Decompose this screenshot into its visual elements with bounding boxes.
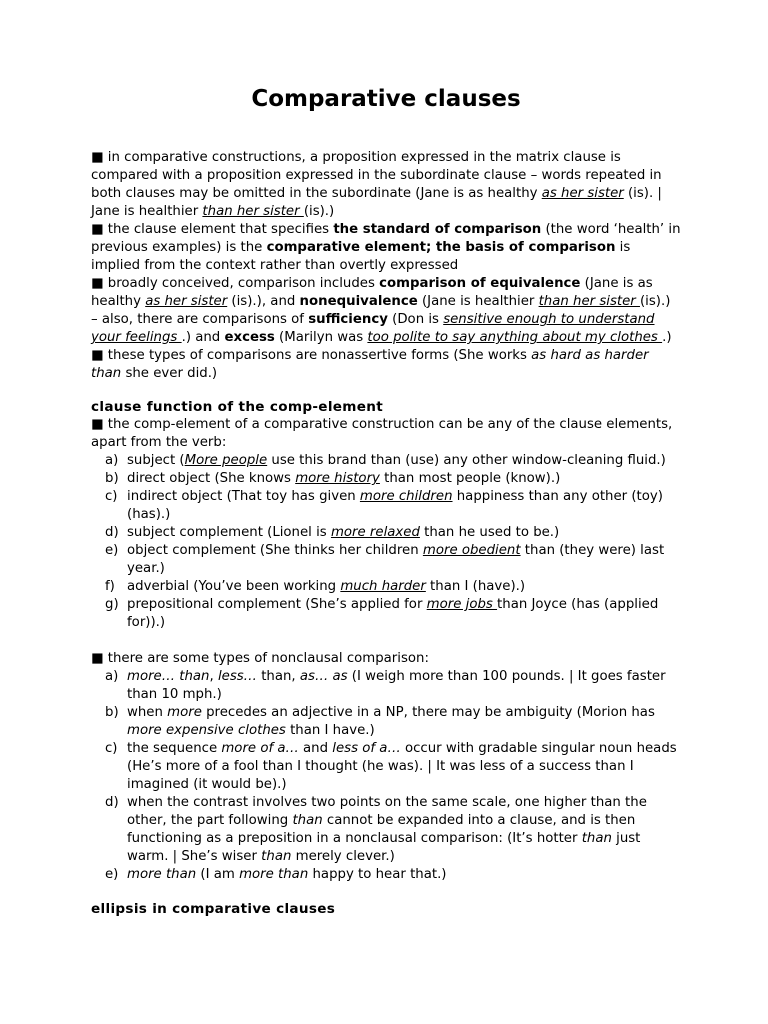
example-italic: than	[581, 831, 612, 846]
list-marker: a)	[105, 669, 119, 684]
list-marker: b)	[105, 471, 119, 486]
list-marker: b)	[105, 705, 119, 720]
text: .) and	[181, 330, 225, 345]
text: happiness than any other (toy) (has).)	[127, 489, 663, 522]
text: ■ broadly conceived, comparison includes	[91, 276, 380, 291]
example-italic: than	[292, 813, 323, 828]
list-marker: g)	[105, 597, 119, 612]
paragraph-comp-element: ■ the comp-element of a comparative construction can be any of the clause elements, apart from the verb:	[91, 417, 673, 450]
list-item	[91, 596, 681, 632]
list-item	[91, 524, 681, 542]
list-item	[91, 704, 681, 740]
document-body	[91, 149, 681, 918]
text: than (they were) last year.)	[127, 543, 665, 576]
list-marker: d)	[105, 525, 119, 540]
example-underlined: more obedient	[422, 543, 521, 558]
text: prepositional complement (She’s applied for	[127, 597, 427, 612]
text: occur with gradable singular noun heads (He’s more of a fool than I thought (he was). | It was less of a success than I imagined (it would be).)	[127, 741, 677, 792]
text: (I weigh more than 100 pounds. | It goes faster than 10 mph.)	[127, 669, 666, 702]
paragraph-nonclausal: ■ there are some types of nonclausal comparison:	[91, 651, 429, 666]
text: and	[298, 741, 333, 756]
text: precedes an adjective in a NP, there may be ambiguity (Morion has	[201, 705, 655, 720]
list-marker: a)	[105, 453, 119, 468]
list-marker: c)	[105, 741, 118, 756]
text: .)	[662, 330, 672, 345]
list-item	[91, 470, 681, 488]
example-italic: less…	[217, 669, 257, 684]
text: than I have.)	[285, 723, 375, 738]
text: (is).)	[303, 204, 335, 219]
text: she ever did.)	[121, 366, 218, 381]
text: than he used to be.)	[419, 525, 560, 540]
list-item	[91, 542, 681, 578]
text: (the word ‘health’ in previous examples) is the	[91, 222, 681, 255]
example-italic: more… than	[127, 669, 210, 684]
spacer	[91, 632, 681, 650]
text: happy to hear that.)	[308, 867, 447, 882]
example-underlined: too polite to say anything about my clothes	[367, 330, 663, 345]
list-marker: e)	[105, 867, 119, 882]
text: is implied from the context rather than overtly expressed	[91, 240, 631, 273]
example-italic: more	[167, 705, 202, 720]
text: object complement (She thinks her children	[127, 543, 423, 558]
text: than Joyce (has (applied for)).)	[127, 597, 659, 630]
paragraph-broadly-conceived	[91, 275, 681, 347]
text: the sequence	[127, 741, 222, 756]
list-marker: e)	[105, 543, 119, 558]
list-item	[91, 488, 681, 524]
term-bold: the standard of comparison	[333, 222, 542, 237]
example-underlined: more children	[359, 489, 453, 504]
text: than,	[256, 669, 300, 684]
example-underlined: as her sister	[145, 294, 228, 309]
list-marker: c)	[105, 489, 118, 504]
page-title: Comparative clauses	[251, 86, 521, 112]
text: just warm. | She’s wiser	[127, 831, 641, 864]
example-underlined: more jobs	[426, 597, 498, 612]
paragraph-nonassertive	[91, 347, 681, 383]
list-item	[91, 578, 681, 596]
text: ■ these types of comparisons are nonassertive forms (She works	[91, 348, 532, 363]
text: direct object (She knows	[127, 471, 296, 486]
term-bold: nonequivalence	[299, 294, 418, 309]
list-nonclausal-types	[91, 668, 681, 884]
text: merely clever.)	[291, 849, 395, 864]
text: (Jane is healthier	[417, 294, 539, 309]
text: adverbial (You’ve been working	[127, 579, 341, 594]
text: than I (have).)	[425, 579, 526, 594]
example-underlined: More people	[184, 453, 268, 468]
term-bold: comparative element; the basis of comparison	[266, 240, 616, 255]
text: use this brand than (use) any other window-cleaning fluid.)	[267, 453, 666, 468]
section-heading-clause-function: clause function of the comp-element	[91, 399, 384, 415]
text: indirect object (That toy has given	[127, 489, 360, 504]
text: (is). | Jane is healthier	[91, 186, 662, 219]
example-italic: more expensive clothes	[127, 723, 286, 738]
text: ■ in comparative constructions, a proposition expressed in the matrix clause is compared with a proposition expressed in the subordinate clause – words repeated in both clauses may be omitted in the subordinate (Jane is as healthy	[91, 150, 662, 201]
list-item	[91, 452, 681, 470]
term-bold: sufficiency	[308, 312, 388, 327]
list-clause-elements	[91, 452, 681, 632]
text: cannot be expanded into a clause, and is then functioning as a preposition in a nonclausal comparison: (It’s hotter	[127, 813, 636, 846]
example-italic: as hard as harder than	[91, 348, 649, 381]
text: (Marilyn was	[274, 330, 368, 345]
example-italic: more than	[239, 867, 309, 882]
text: (is).), and	[227, 294, 300, 309]
list-item	[91, 866, 681, 884]
text: subject (	[127, 453, 185, 468]
example-underlined: more relaxed	[330, 525, 420, 540]
list-marker: f)	[105, 579, 115, 594]
text: subject complement (Lionel is	[127, 525, 331, 540]
text: ■ the clause element that specifies	[91, 222, 334, 237]
paragraph-comparative-constructions	[91, 149, 681, 221]
section-heading-ellipsis: ellipsis in comparative clauses	[91, 901, 336, 917]
text: than most people (know).)	[379, 471, 561, 486]
example-italic: less of a…	[332, 741, 401, 756]
list-item	[91, 668, 681, 704]
example-underlined: than her sister	[538, 294, 640, 309]
example-underlined: more history	[295, 471, 380, 486]
paragraph-clause-element	[91, 221, 681, 275]
list-marker: d)	[105, 795, 119, 810]
example-italic: as… as	[299, 669, 348, 684]
text: when the contrast involves two points on the same scale, one higher than the other, the part following	[127, 795, 647, 828]
list-item	[91, 740, 681, 794]
example-italic: than	[261, 849, 292, 864]
list-item	[91, 794, 681, 866]
text: when	[127, 705, 168, 720]
example-underlined: sensitive enough to understand your feelings	[91, 312, 655, 345]
text: (I am	[196, 867, 240, 882]
text: (Don is	[387, 312, 444, 327]
term-bold: comparison of equivalence	[379, 276, 581, 291]
text: (is).) – also, there are comparisons of	[91, 294, 671, 327]
text: (Jane is as healthy	[91, 276, 653, 309]
example-underlined: as her sister	[541, 186, 624, 201]
example-italic: more than	[127, 867, 197, 882]
text: ,	[209, 669, 218, 684]
example-underlined: than her sister	[202, 204, 304, 219]
example-italic: more of a…	[221, 741, 299, 756]
term-bold: excess	[224, 330, 275, 345]
example-underlined: much harder	[340, 579, 426, 594]
